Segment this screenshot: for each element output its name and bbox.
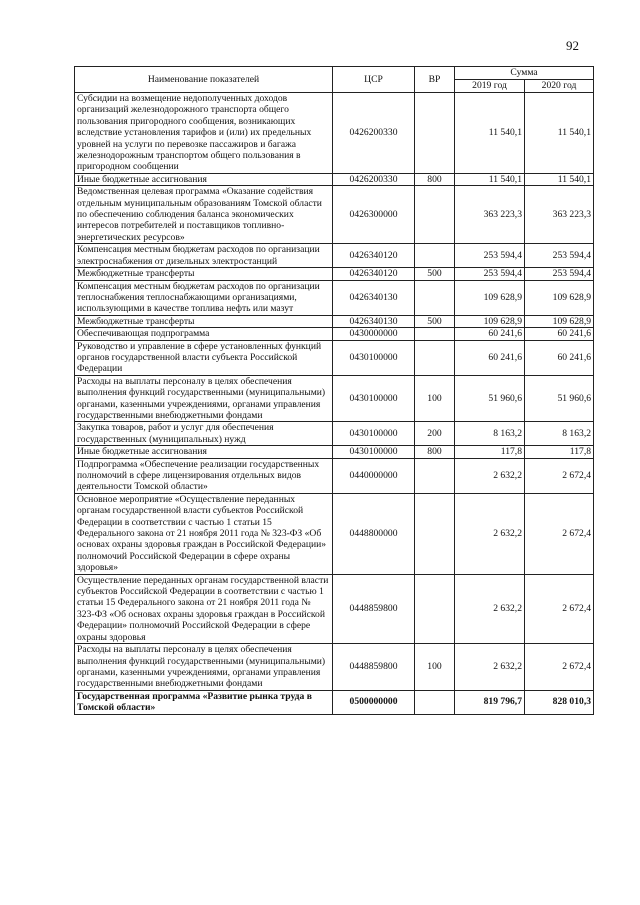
row-vr — [415, 574, 455, 643]
row-name: Осуществление переданных органам государственной власти субъектов Российской Федерации в соответствии с частью 1 статьи 15 Федерального закона от 21 ноября 2011 года № 323-ФЗ «Об основах охраны здоровья граждан в Российской Федерации» полномочий Российской Федерации в сфере охраны здоровья — [75, 574, 333, 643]
row-value-2019: 819 796,7 — [455, 690, 525, 714]
header-2020: 2020 год — [525, 80, 594, 93]
row-value-2020: 11 540,1 — [525, 93, 594, 174]
row-csr: 0430000000 — [333, 328, 415, 340]
row-vr: 800 — [415, 446, 455, 458]
table-row — [75, 690, 594, 714]
table-row — [75, 493, 594, 574]
row-name: Подпрограмма «Обеспечение реализации государственных полномочий в сфере лицензирования отдельных видов деятельности Томской области» — [75, 458, 333, 493]
row-vr: 100 — [415, 375, 455, 422]
table-row — [75, 186, 594, 244]
table-row — [75, 93, 594, 174]
row-value-2019: 117,8 — [455, 446, 525, 458]
row-vr — [415, 244, 455, 268]
table-row — [75, 244, 594, 268]
row-value-2020: 60 241,6 — [525, 328, 594, 340]
row-vr — [415, 280, 455, 315]
row-value-2019: 253 594,4 — [455, 244, 525, 268]
row-value-2020: 117,8 — [525, 446, 594, 458]
row-value-2019: 2 632,2 — [455, 644, 525, 691]
row-value-2019: 2 632,2 — [455, 458, 525, 493]
table-body — [75, 93, 594, 715]
row-csr: 0430100000 — [333, 340, 415, 375]
table-row — [75, 644, 594, 691]
row-name: Иные бюджетные ассигнования — [75, 446, 333, 458]
table-row — [75, 375, 594, 422]
row-vr — [415, 458, 455, 493]
row-vr — [415, 690, 455, 714]
row-csr: 0426200330 — [333, 93, 415, 174]
row-vr — [415, 493, 455, 574]
row-value-2020: 109 628,9 — [525, 315, 594, 327]
table-row — [75, 422, 594, 446]
row-vr — [415, 328, 455, 340]
row-vr: 100 — [415, 644, 455, 691]
row-value-2019: 363 223,3 — [455, 186, 525, 244]
row-value-2020: 253 594,4 — [525, 268, 594, 280]
row-name: Руководство и управление в сфере установленных функций органов государственной власти субъекта Российской Федерации — [75, 340, 333, 375]
row-name: Закупка товаров, работ и услуг для обеспечения государственных (муниципальных) нужд — [75, 422, 333, 446]
row-name: Межбюджетные трансферты — [75, 268, 333, 280]
row-value-2019: 8 163,2 — [455, 422, 525, 446]
budget-table — [74, 66, 594, 715]
row-value-2020: 109 628,9 — [525, 280, 594, 315]
table-row — [75, 446, 594, 458]
row-value-2020: 2 672,4 — [525, 458, 594, 493]
row-value-2020: 828 010,3 — [525, 690, 594, 714]
row-csr: 0426340130 — [333, 315, 415, 327]
row-name: Компенсация местным бюджетам расходов по организации теплоснабжения теплоснабжающими организациями, использующими в качестве топлива нефть или мазут — [75, 280, 333, 315]
row-name: Расходы на выплаты персоналу в целях обеспечения выполнения функций государственными (муниципальными) органами, казенными учреждениями, органами управления государственными внебюджетными фондами — [75, 644, 333, 691]
table-row — [75, 315, 594, 327]
row-name: Основное мероприятие «Осуществление переданных органам государственной власти субъектов Российской Федерации в соответствии с частью 1 статьи 15 Федерального закона от 21 ноября 2011 года № 323-ФЗ «Об основах охраны здоровья граждан в Российской Федерации» полномочий Российской Федерации в сфере охраны здоровья» — [75, 493, 333, 574]
row-name: Расходы на выплаты персоналу в целях обеспечения выполнения функций государственными (муниципальными) органами, казенными учреждениями, органами управления государственными внебюджетными фондами — [75, 375, 333, 422]
header-vr: ВР — [415, 67, 455, 93]
row-csr: 0426340120 — [333, 268, 415, 280]
table-row — [75, 574, 594, 643]
header-csr: ЦСР — [333, 67, 415, 93]
row-csr: 0426340130 — [333, 280, 415, 315]
table-row — [75, 280, 594, 315]
row-csr: 0448859800 — [333, 574, 415, 643]
row-value-2019: 11 540,1 — [455, 173, 525, 185]
row-value-2019: 2 632,2 — [455, 493, 525, 574]
row-csr: 0430100000 — [333, 422, 415, 446]
row-name: Субсидии на возмещение недополученных доходов организаций железнодорожного транспорта общего пользования пригородного сообщения, возникающих вследствие установления тарифов и (или) их предельных уровней на услуги по перевозке пассажиров и багажа железнодорожным транспортом общего пользования в пригородном сообщении — [75, 93, 333, 174]
row-vr — [415, 93, 455, 174]
row-vr: 500 — [415, 315, 455, 327]
header-name: Наименование показателей — [75, 67, 333, 93]
row-vr — [415, 340, 455, 375]
row-csr: 0430100000 — [333, 375, 415, 422]
row-value-2020: 253 594,4 — [525, 244, 594, 268]
row-value-2020: 2 672,4 — [525, 644, 594, 691]
row-csr: 0426340120 — [333, 244, 415, 268]
header-sum: Сумма — [455, 67, 594, 80]
row-vr — [415, 186, 455, 244]
row-value-2019: 109 628,9 — [455, 280, 525, 315]
row-value-2019: 60 241,6 — [455, 328, 525, 340]
row-value-2020: 2 672,4 — [525, 493, 594, 574]
row-csr: 0448800000 — [333, 493, 415, 574]
row-name: Межбюджетные трансферты — [75, 315, 333, 327]
row-csr: 0440000000 — [333, 458, 415, 493]
row-name: Государственная программа «Развитие рынка труда в Томской области» — [75, 690, 333, 714]
row-value-2020: 8 163,2 — [525, 422, 594, 446]
table-row — [75, 458, 594, 493]
row-value-2020: 51 960,6 — [525, 375, 594, 422]
row-csr: 0448859800 — [333, 644, 415, 691]
row-value-2019: 51 960,6 — [455, 375, 525, 422]
row-value-2019: 253 594,4 — [455, 268, 525, 280]
row-name: Обеспечивающая подпрограмма — [75, 328, 333, 340]
row-csr: 0426200330 — [333, 173, 415, 185]
row-csr: 0426300000 — [333, 186, 415, 244]
table-row — [75, 340, 594, 375]
page-number: 92 — [566, 38, 579, 53]
row-name: Компенсация местным бюджетам расходов по организации электроснабжения от дизельных электростанций — [75, 244, 333, 268]
header-2019: 2019 год — [455, 80, 525, 93]
table-row — [75, 328, 594, 340]
row-value-2019: 11 540,1 — [455, 93, 525, 174]
row-value-2020: 60 241,6 — [525, 340, 594, 375]
row-value-2019: 60 241,6 — [455, 340, 525, 375]
row-vr: 200 — [415, 422, 455, 446]
row-name: Иные бюджетные ассигнования — [75, 173, 333, 185]
row-value-2019: 109 628,9 — [455, 315, 525, 327]
table-row — [75, 173, 594, 185]
row-csr: 0430100000 — [333, 446, 415, 458]
row-value-2020: 11 540,1 — [525, 173, 594, 185]
table-row — [75, 268, 594, 280]
row-name: Ведомственная целевая программа «Оказание содействия отдельным муниципальным образованиям Томской области по обеспечению соблюдения баланса экономических интересов потребителей и поставщиков топливно-энергетических ресурсов» — [75, 186, 333, 244]
row-vr: 500 — [415, 268, 455, 280]
row-vr: 800 — [415, 173, 455, 185]
row-value-2020: 2 672,4 — [525, 574, 594, 643]
row-csr: 0500000000 — [333, 690, 415, 714]
row-value-2020: 363 223,3 — [525, 186, 594, 244]
row-value-2019: 2 632,2 — [455, 574, 525, 643]
